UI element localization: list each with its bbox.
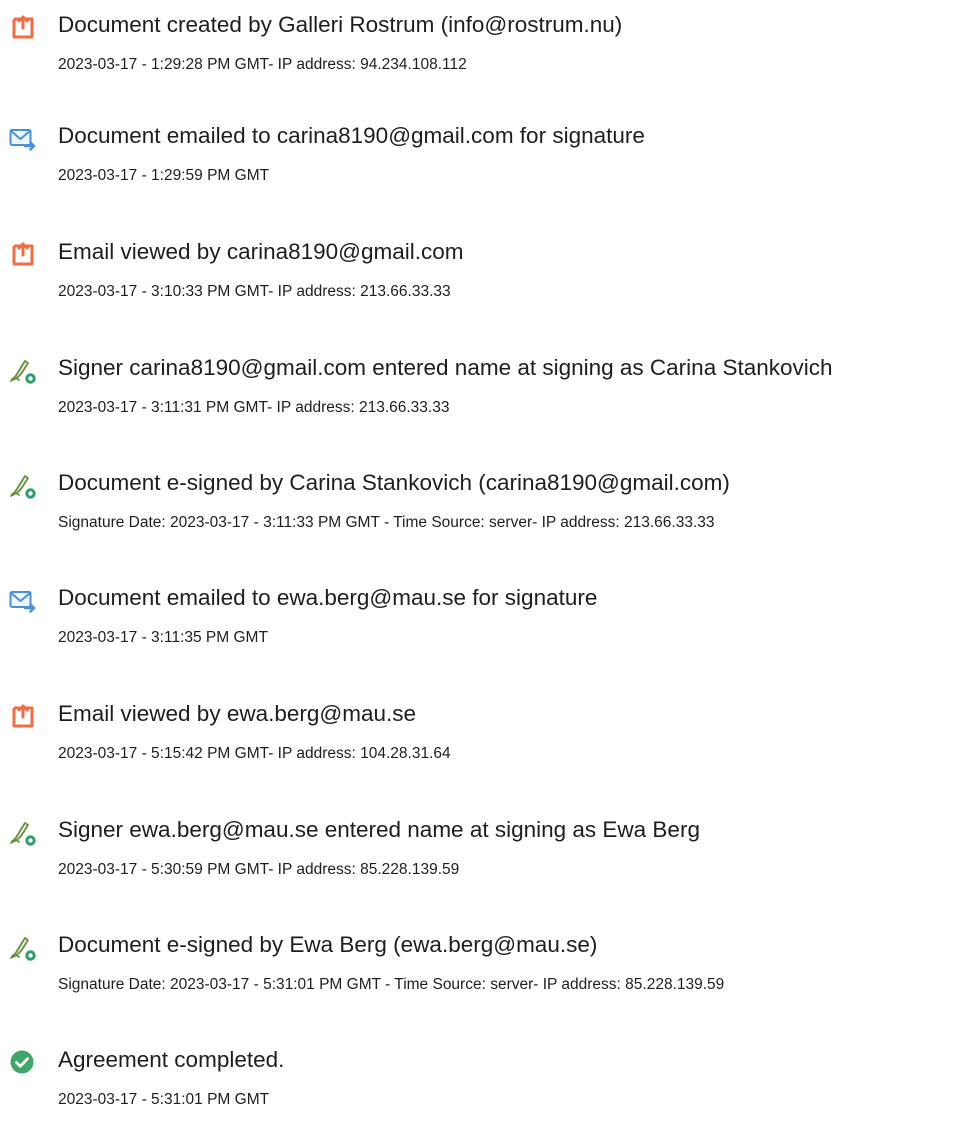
document-viewed-icon (9, 703, 37, 731)
event-title: Email viewed by ewa.berg@mau.se (58, 701, 417, 726)
history-event (0, 121, 977, 201)
history-event (0, 930, 977, 1010)
checkmark-circle-icon (9, 1049, 37, 1077)
event-timestamp: 2023-03-17 - 3:11:31 PM GMT- IP address: 213.66.33.33 (58, 399, 450, 416)
event-timestamp: 2023-03-17 - 1:29:59 PM GMT (58, 167, 270, 184)
signature-pen-icon (9, 819, 37, 847)
event-title: Document created by Galleri Rostrum (info@rostrum.nu) (58, 12, 623, 37)
event-title: Signer ewa.berg@mau.se entered name at signing as Ewa Berg (58, 817, 700, 842)
event-title: Email viewed by carina8190@gmail.com (58, 239, 464, 264)
email-sent-icon (9, 125, 37, 153)
document-created-icon (9, 14, 37, 42)
event-timestamp: 2023-03-17 - 3:11:35 PM GMT (58, 629, 268, 646)
signature-pen-icon (9, 934, 37, 962)
history-event (0, 699, 977, 779)
history-event (0, 353, 977, 433)
event-title: Signer carina8190@gmail.com entered name at signing as Carina Stankovich (58, 355, 833, 380)
event-timestamp: 2023-03-17 - 5:31:01 PM GMT (58, 1091, 270, 1108)
history-event (0, 1045, 977, 1125)
signature-pen-icon (9, 472, 37, 500)
history-event (0, 815, 977, 895)
event-timestamp: 2023-03-17 - 1:29:28 PM GMT- IP address: 94.234.108.112 (58, 56, 467, 73)
event-title: Document emailed to ewa.berg@mau.se for signature (58, 585, 598, 610)
event-timestamp: 2023-03-17 - 5:15:42 PM GMT- IP address: 104.28.31.64 (58, 745, 451, 762)
document-viewed-icon (9, 241, 37, 269)
event-timestamp: Signature Date: 2023-03-17 - 3:11:33 PM GMT - Time Source: server- IP address: 213.66.33.33 (58, 514, 715, 531)
event-title: Document e-signed by Carina Stankovich (carina8190@gmail.com) (58, 470, 730, 495)
history-event (0, 237, 977, 317)
event-timestamp: 2023-03-17 - 3:10:33 PM GMT- IP address: 213.66.33.33 (58, 283, 451, 300)
event-timestamp: 2023-03-17 - 5:30:59 PM GMT- IP address: 85.228.139.59 (58, 861, 460, 878)
history-event (0, 583, 977, 663)
event-title: Agreement completed. (58, 1047, 285, 1072)
event-title: Document emailed to carina8190@gmail.com for signature (58, 123, 645, 148)
history-event (0, 10, 977, 90)
history-event (0, 468, 977, 548)
signature-pen-icon (9, 357, 37, 385)
email-sent-icon (9, 587, 37, 615)
event-title: Document e-signed by Ewa Berg (ewa.berg@mau.se) (58, 932, 598, 957)
event-timestamp: Signature Date: 2023-03-17 - 5:31:01 PM GMT - Time Source: server- IP address: 85.228.139.59 (58, 976, 725, 993)
